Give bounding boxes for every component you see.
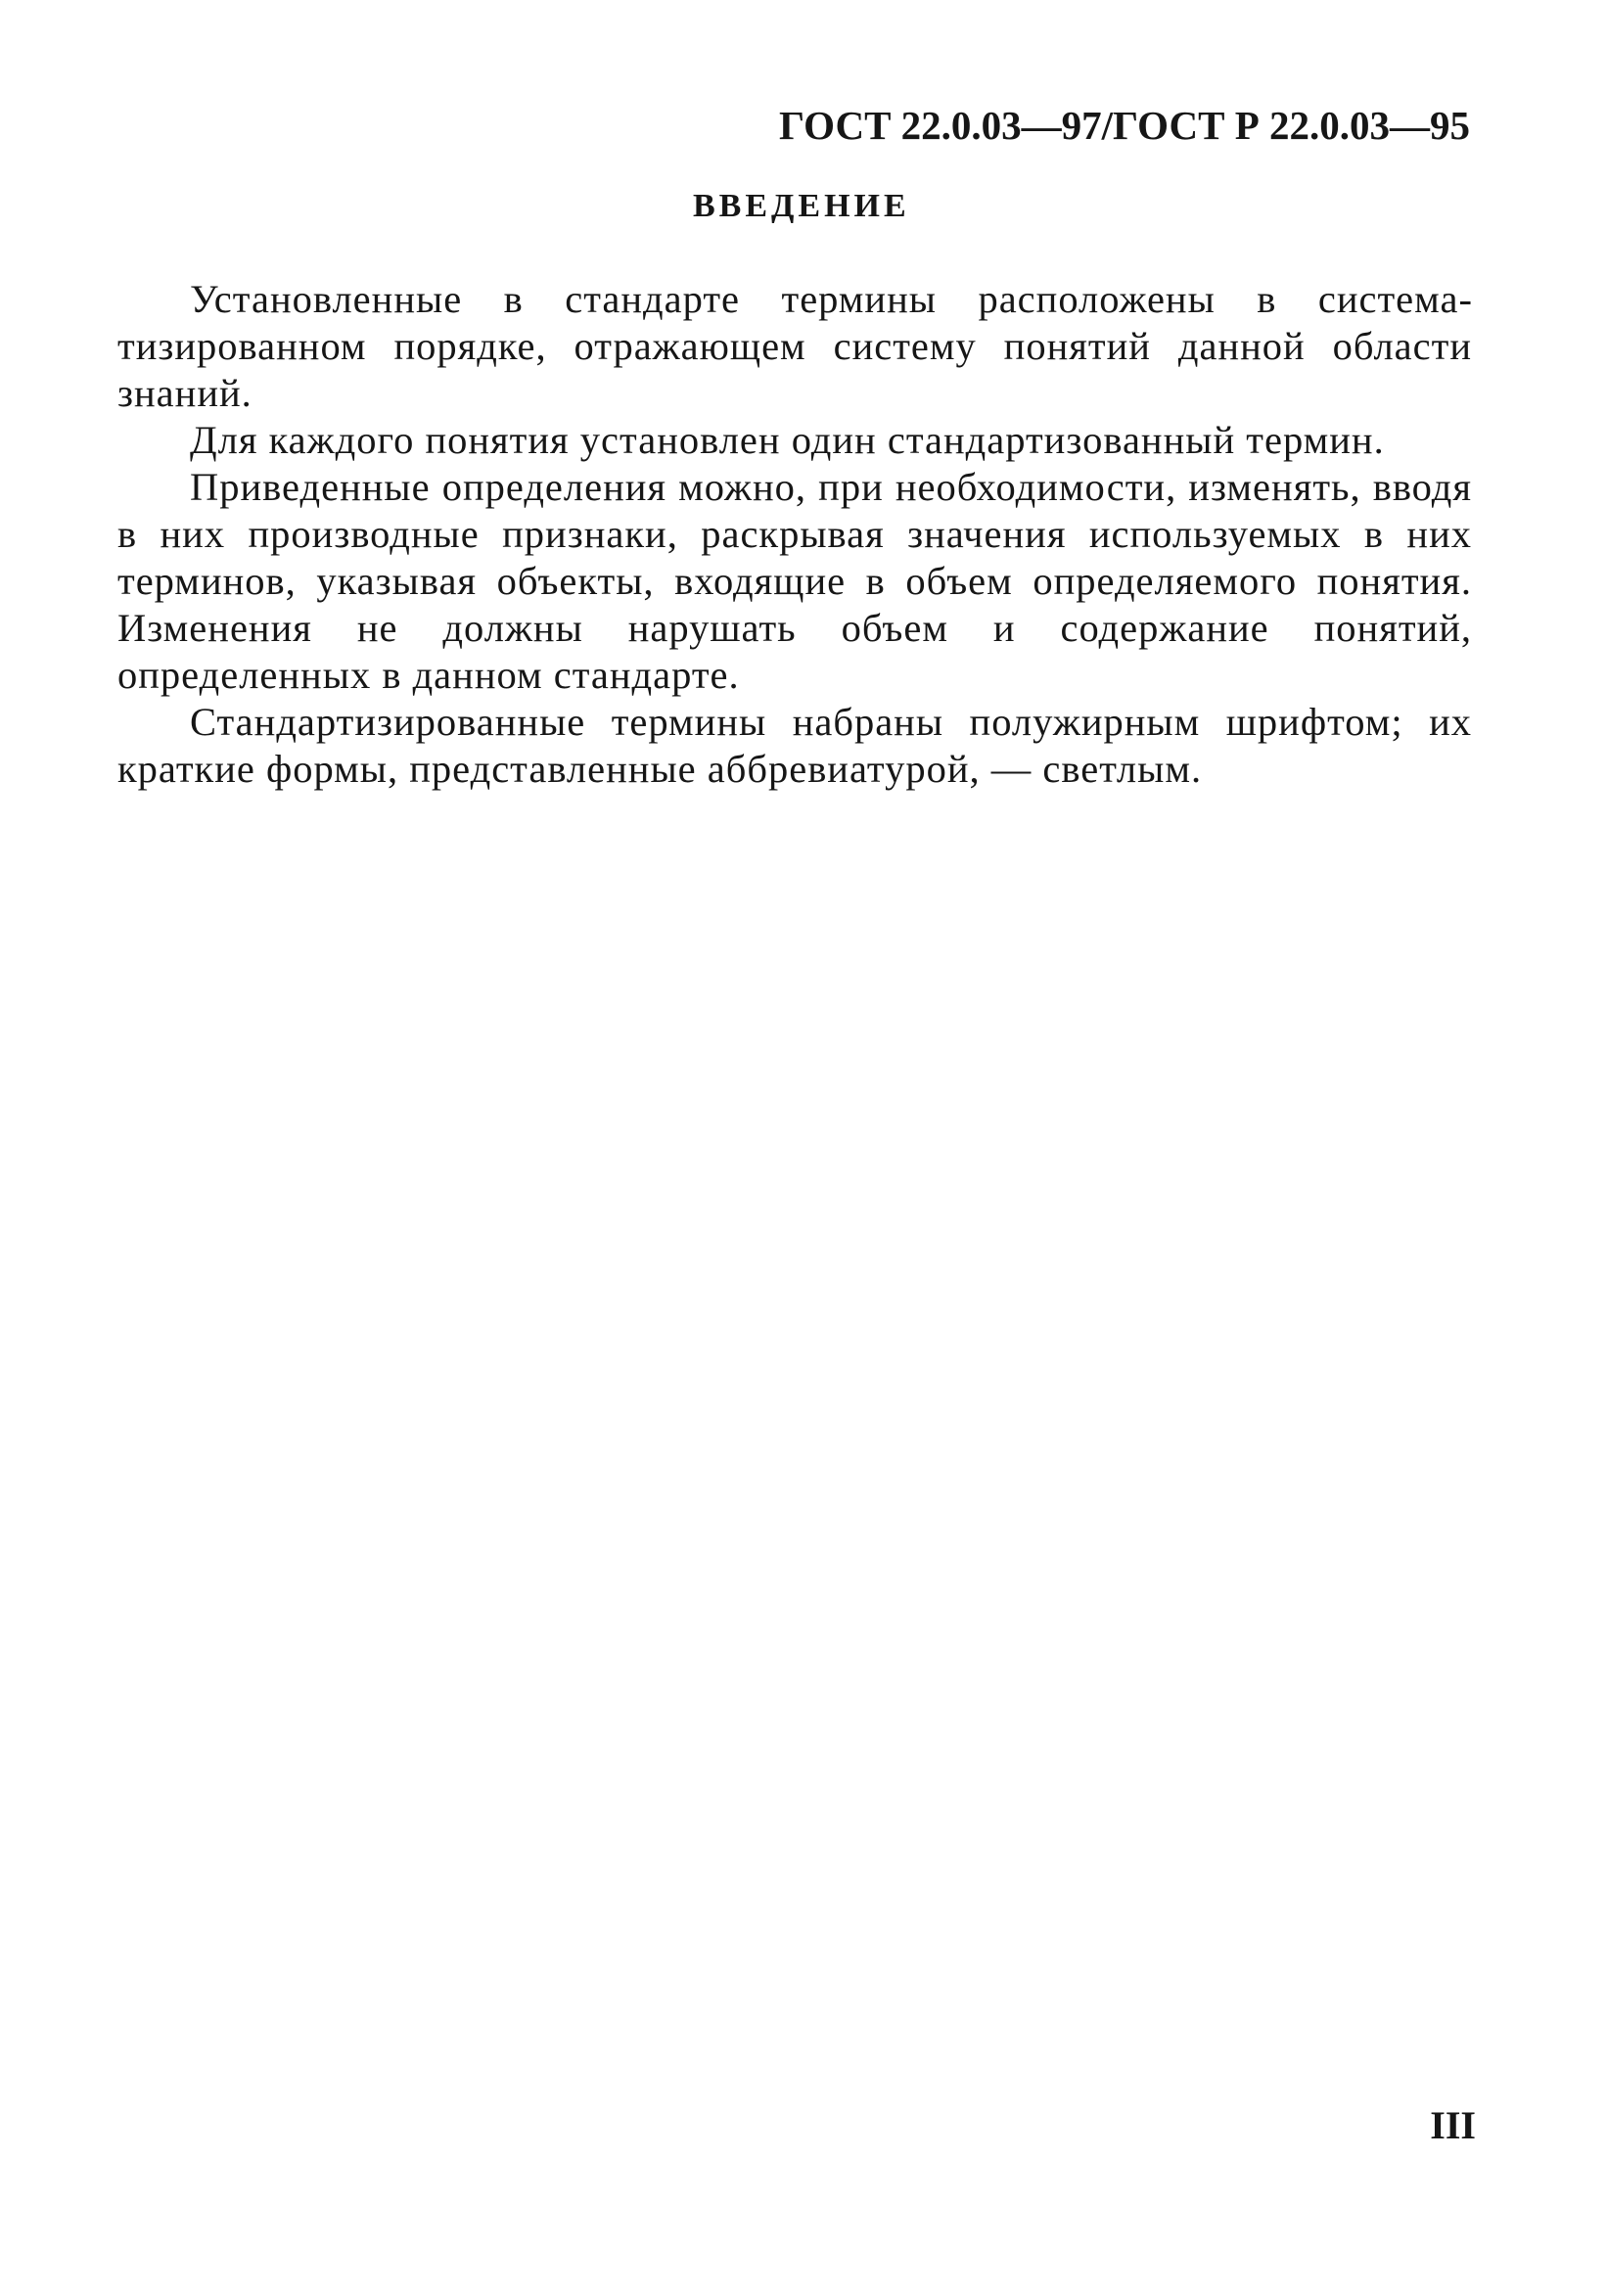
paragraph-definitions: Приведенные определения можно, при необходимости, изменять, вводя в них производные признаки, раскрывая значения используемых в них терминов, указывая объекты, входящие в объем определяемого понятия. Изменения не должны нарушать объем и содержание понятий, определенных в данном стандарте. (117, 465, 1472, 697)
introduction-body (117, 276, 1472, 793)
paragraph-terms-order: Установленные в стандарте термины расположены в систематизированном порядке, отражающем систему понятий данной области знаний. (117, 277, 1472, 415)
paragraph-standard-term: Для каждого понятия установлен один стандартизованный термин. (190, 418, 1385, 462)
section-title: ВВЕДЕНИЕ (693, 188, 910, 224)
page-number: III (1430, 2103, 1476, 2147)
paragraph-typography: Стандартизированные термины набраны полужирным шрифтом; их краткие формы, представленные аббревиатурой, — светлым. (117, 700, 1472, 791)
standard-code-header: ГОСТ 22.0.03—97/ГОСТ Р 22.0.03—95 (779, 103, 1471, 148)
